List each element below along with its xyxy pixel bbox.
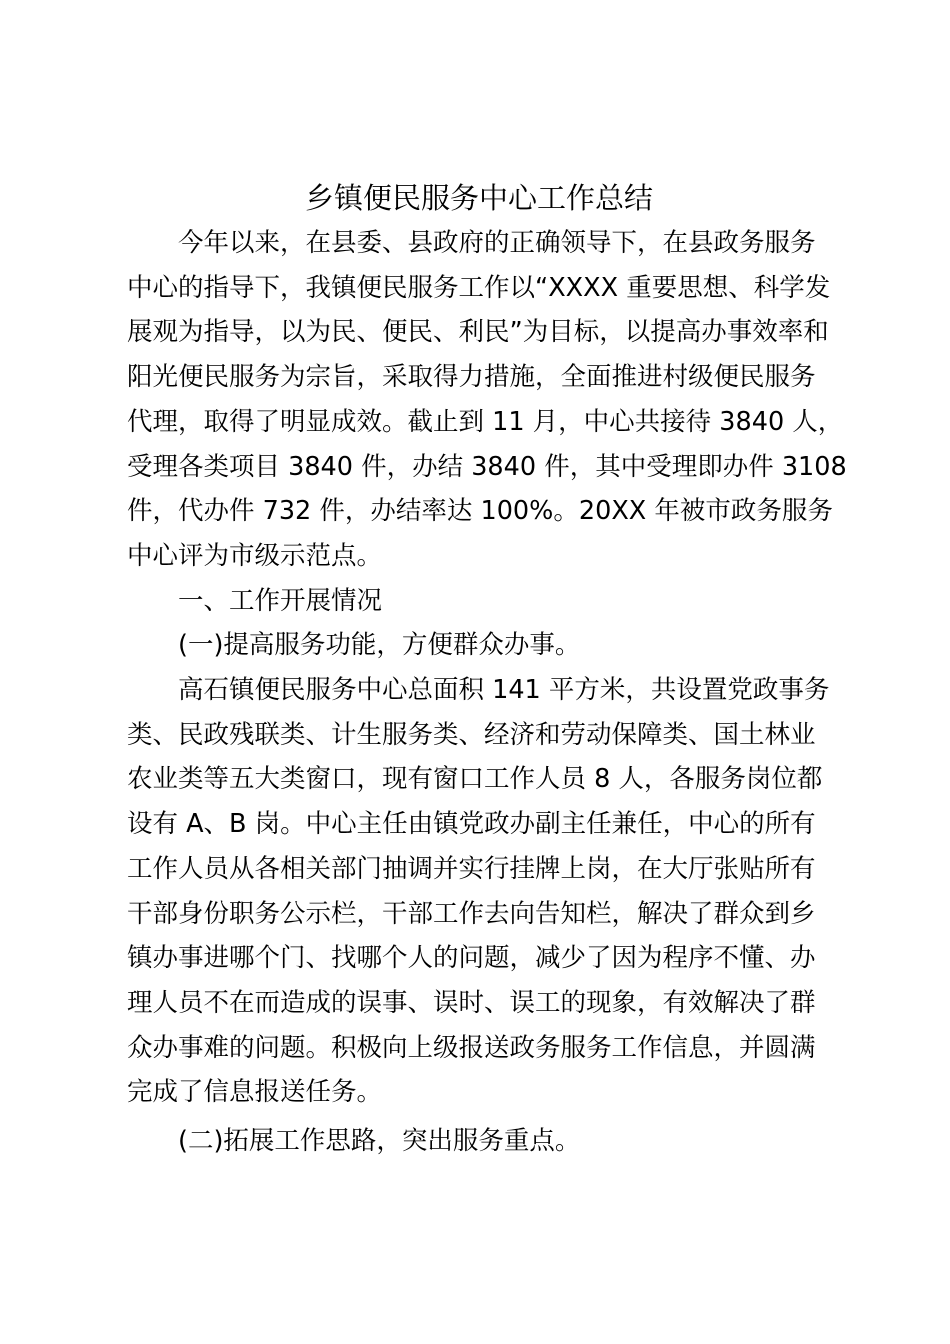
document-page [127,176,847,1164]
body-line: 工作人员从各相关部门抽调并实行挂牌上岗，在大厅张贴所有 [127,853,816,884]
body-line: 高石镇便民服务中心总面积 141 平方米，共设置党政事务 [178,675,830,706]
subsection-heading: (一)提高服务功能，方便群众办事。 [178,630,581,661]
intro-line: 中心评为市级示范点。 [127,540,383,571]
body-line: 镇办事进哪个门、找哪个人的问题，减少了因为程序不懂、办 [127,943,816,974]
body-line: 众办事难的问题。积极向上级报送政务服务工作信息，并圆满 [127,1032,816,1063]
section-heading: 一、工作开展情况 [178,585,383,616]
document-title: 乡镇便民服务中心工作总结 [304,181,653,215]
body-line: 理人员不在而造成的误事、误时、误工的现象，有效解决了群 [127,987,816,1018]
intro-line: 件，代办件 732 件，办结率达 100%。20XX 年被市政务服务 [127,496,833,527]
intro-line: 受理各类项目 3840 件，办结 3840 件，其中受理即办件 3108 [127,451,847,482]
subsection-heading: (二)拓展工作思路，突出服务重点。 [178,1126,581,1157]
intro-line: 展观为指导，以为民、便民、利民”为目标，以提高办事效率和 [127,317,829,348]
intro-line: 今年以来，在县委、县政府的正确领导下，在县政务服务 [178,228,816,258]
body-line: 设有 A、B 岗。中心主任由镇党政办副主任兼任，中心的所有 [127,809,816,840]
intro-line: 中心的指导下，我镇便民服务工作以“XXXX 重要思想、科学发 [127,272,831,303]
body-line: 类、民政残联类、计生服务类、经济和劳动保障类、国土林业 [127,719,816,750]
intro-line: 代理，取得了明显成效。截止到 11 月，中心共接待 3840 人， [127,406,844,437]
body-line: 完成了信息报送任务。 [127,1077,383,1108]
body-line: 干部身份职务公示栏，干部工作去向告知栏，解决了群众到乡 [127,898,816,929]
body-line: 农业类等五大类窗口，现有窗口工作人员 8 人，各服务岗位都 [127,764,823,795]
intro-paragraph [127,221,847,579]
body-paragraph [127,668,831,1115]
intro-line: 阳光便民服务为宗旨，采取得力措施，全面推进村级便民服务 [127,362,816,393]
